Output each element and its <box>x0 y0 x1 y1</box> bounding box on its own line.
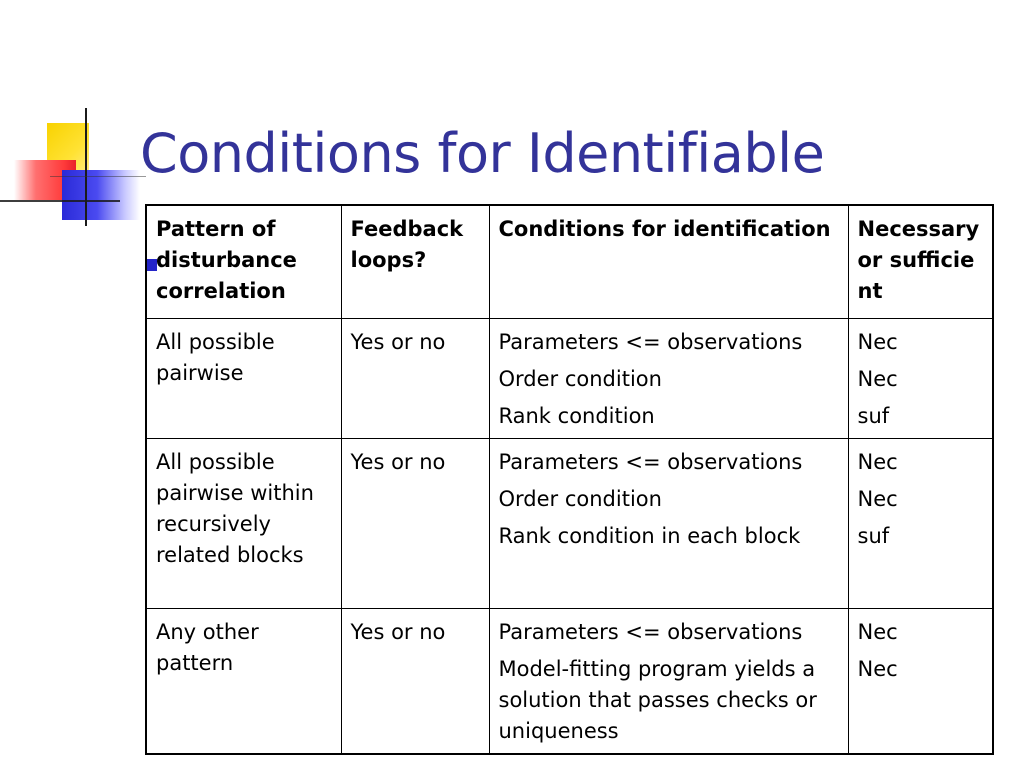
necessity-item: Nec <box>857 487 898 511</box>
conditions-cell <box>489 439 848 609</box>
condition-item: Rank condition <box>498 404 655 428</box>
feedback-cell: Yes or no <box>341 439 489 609</box>
necessity-item: suf <box>857 404 890 428</box>
necessity-item: suf <box>857 524 890 548</box>
condition-item: Rank condition in each block <box>498 524 801 548</box>
header-conditions: Conditions for identification <box>489 205 848 319</box>
necessity-cell <box>848 439 993 609</box>
necessity-item: Nec <box>857 620 898 644</box>
necessity-cell <box>848 609 993 755</box>
condition-item: Parameters <= observations <box>498 450 803 474</box>
pattern-cell: All possible pairwise <box>146 319 341 439</box>
necessity-item: Nec <box>857 450 898 474</box>
condition-item: Parameters <= observations <box>498 620 803 644</box>
necessity-cell <box>848 319 993 439</box>
table-row <box>146 439 993 609</box>
pattern-cell: All possible pairwise within recursively related blocks <box>146 439 341 609</box>
decorative-squares-graphic <box>0 100 150 240</box>
pattern-cell: Any other pattern <box>146 609 341 755</box>
necessity-item: Nec <box>857 367 898 391</box>
table-row <box>146 319 993 439</box>
conditions-cell <box>489 609 848 755</box>
header-necessity-text: Necessary or sufficient <box>857 217 980 303</box>
blue-square-shape <box>62 170 140 220</box>
condition-item: Parameters <= observations <box>498 330 803 354</box>
header-feedback: Feedback loops? <box>341 205 489 319</box>
identification-conditions-table <box>145 204 994 755</box>
vertical-line-shape <box>85 108 87 226</box>
horizontal-line-shape <box>50 176 146 177</box>
feedback-cell: Yes or no <box>341 319 489 439</box>
condition-item: Order condition <box>498 367 662 391</box>
necessity-item: Nec <box>857 330 898 354</box>
slide-title: Conditions for Identifiable <box>140 122 825 185</box>
table-header-row <box>146 205 993 319</box>
table-row <box>146 609 993 755</box>
necessity-item: Nec <box>857 657 898 681</box>
header-pattern: Pattern of disturbance correlation <box>146 205 341 319</box>
conditions-cell <box>489 319 848 439</box>
condition-item: Order condition <box>498 487 662 511</box>
horizontal-line-shape <box>0 200 120 202</box>
feedback-cell: Yes or no <box>341 609 489 755</box>
condition-item: Model-fitting program yields a solution that passes checks or uniqueness <box>498 657 817 743</box>
header-necessity <box>848 205 993 319</box>
